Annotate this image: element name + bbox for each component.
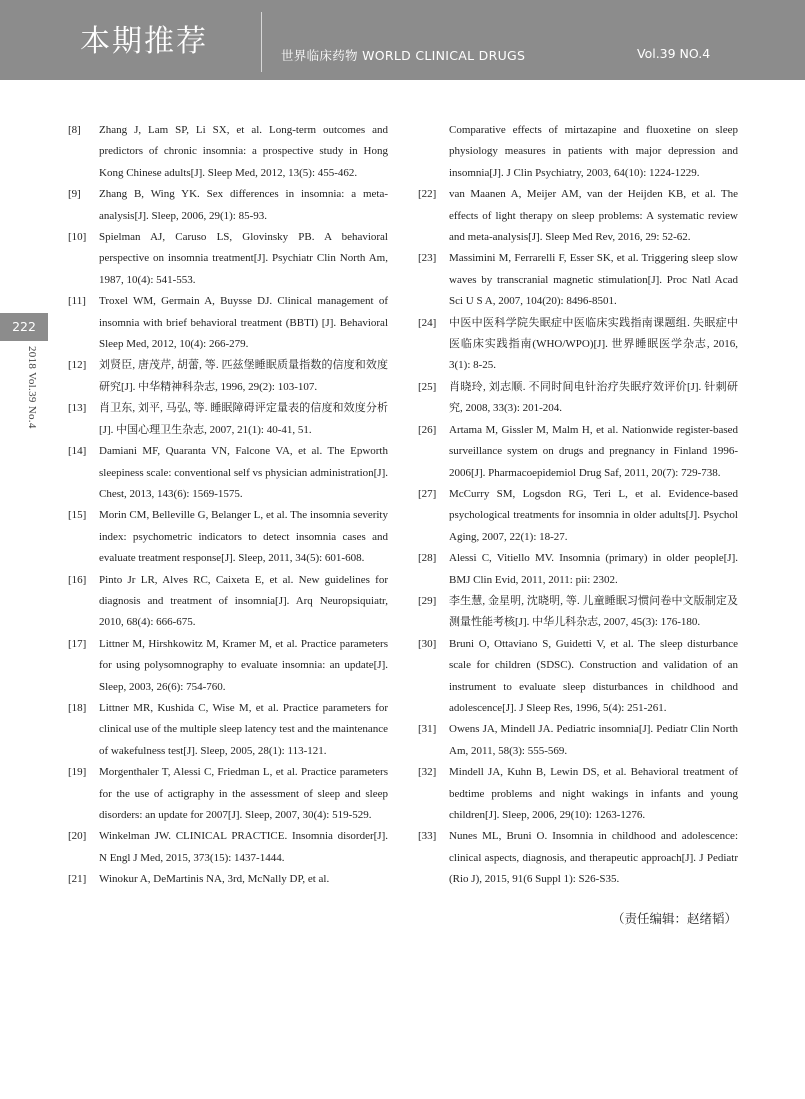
reference-number: [13] xyxy=(68,402,87,415)
reference-entry xyxy=(68,762,388,826)
reference-entry xyxy=(418,120,738,184)
reference-text: Morgenthaler T, Alessi C, Friedman L, et al. Practice parameters for the use of actigraphy in the assessment of sleep and sleep disorders: an update for 2007[J]. Sleep, 2007, 30(4): 519-529. xyxy=(99,766,388,821)
reference-text: Troxel WM, Germain A, Buysse DJ. Clinical management of insomnia with brief behavioral treatment (BBTI) [J]. Behavioral Sleep Med, 2012, 10(4): 266-279. xyxy=(99,295,388,351)
reference-entry xyxy=(68,441,388,505)
reference-entry xyxy=(418,420,738,484)
side-volume-label: 2018 Vol.39 No.4 xyxy=(26,346,38,429)
reference-text: Littner MR, Kushida C, Wise M, et al. Practice parameters for clinical use of the multiple sleep latency test and the maintenance of wakefulness test[J]. Sleep, 2005, 28(1): 113-121. xyxy=(99,701,388,757)
reference-entry xyxy=(418,634,738,720)
reference-text: Zhang B, Wing YK. Sex differences in insomnia: a meta-analysis[J]. Sleep, 2006, 29(1): 85-93. xyxy=(99,188,388,222)
reference-text: Nunes ML, Bruni O. Insomnia in childhood and adolescence: clinical aspects, diagnosis, and therapeutic approach[J]. J Pediatr (Rio J), 2015, 91(6 Suppl 1): S26-S35. xyxy=(449,830,738,886)
reference-entry xyxy=(68,505,388,569)
reference-number: [21] xyxy=(68,873,87,886)
reference-text: Spielman AJ, Caruso LS, Glovinsky PB. A behavioral perspective on insomnia treatment[J]. Psychiatr Clin North Am, 1987, 10(4): 541-553. xyxy=(99,231,388,286)
reference-number: [20] xyxy=(68,830,87,843)
reference-entry xyxy=(418,248,738,312)
reference-entry xyxy=(68,120,388,184)
reference-entry xyxy=(418,762,738,826)
reference-number: [11] xyxy=(68,295,86,308)
reference-number: [19] xyxy=(68,766,87,779)
reference-number: [29] xyxy=(418,594,437,607)
reference-number: [27] xyxy=(418,487,437,500)
reference-number: [8] xyxy=(68,124,81,136)
reference-number: [12] xyxy=(68,359,87,372)
reference-text: Alessi C, Vitiello MV. Insomnia (primary) in older people[J]. BMJ Clin Evid, 2011, 2011: pii: 2302. xyxy=(449,552,738,586)
section-title: 本期推荐 xyxy=(80,24,208,59)
reference-text: Winkelman JW. CLINICAL PRACTICE. Insomnia disorder[J]. N Engl J Med, 2015, 373(15): 1437-1444. xyxy=(99,830,388,864)
reference-text: Mindell JA, Kuhn B, Lewin DS, et al. Behavioral treatment of bedtime problems and night wakings in infants and young children[J]. Sleep, 2006, 29(10): 1263-1276. xyxy=(449,766,738,821)
reference-number: [17] xyxy=(68,637,87,650)
reference-entry xyxy=(68,398,388,441)
reference-text: 肖晓玲, 刘志顺. 不同时间电针治疗失眠疗效评价[J]. 针刺研究, 2008, 33(3): 201-204. xyxy=(449,380,738,415)
reference-text: 肖卫东, 刘平, 马弘, 等. 睡眠障碍评定量表的信度和效度分析[J]. 中国心理卫生杂志, 2007, 21(1): 40-41, 51. xyxy=(99,402,388,436)
reference-text: 中医中医科学院失眠症中医临床实践指南课题组. 失眠症中医临床实践指南(WHO/WPO)[J]. 世界睡眠医学杂志, 2016, 3(1): 8-25. xyxy=(449,316,738,372)
reference-entry xyxy=(418,184,738,248)
reference-number: [32] xyxy=(418,766,437,779)
journal-name: 世界临床药物 WORLD CLINICAL DRUGS xyxy=(281,48,526,63)
reference-number: [31] xyxy=(418,723,437,736)
reference-text: Morin CM, Belleville G, Belanger L, et al. The insomnia severity index: psychometric indicators to detect insomnia cases and evaluate treatment response[J]. Sleep, 2011, 34(5): 601-608. xyxy=(99,509,388,565)
reference-number: [25] xyxy=(418,380,437,393)
reference-text: Zhang J, Lam SP, Li SX, et al. Long-term outcomes and predictors of chronic insomnia: a prospective study in Hong Kong Chinese adults[J]. Sleep Med, 2012, 13(5): 455-462. xyxy=(99,124,388,179)
reference-number: [16] xyxy=(68,573,87,586)
reference-text: van Maanen A, Meijer AM, van der Heijden KB, et al. The effects of light therapy on sleep problems: A systematic review and meta-analysis[J]. Sleep Med Rev, 2016, 29: 52-62. xyxy=(449,188,738,244)
responsible-editor: （责任编辑：赵绪韬） xyxy=(612,911,738,926)
page-header xyxy=(0,0,805,80)
reference-number: [9] xyxy=(68,188,81,201)
reference-number: [28] xyxy=(418,552,437,565)
reference-text: McCurry SM, Logsdon RG, Teri L, et al. Evidence-based psychological treatments for insomnia in older adults[J]. Psychol Aging, 2007, 22(1): 18-27. xyxy=(449,487,738,543)
reference-text: Artama M, Gissler M, Malm H, et al. Nationwide register-based surveillance system on drugs and pregnancy in Finland 1996-2006[J]. Pharmacoepidemiol Drug Saf, 2011, 20(7): 729-738. xyxy=(449,423,738,479)
reference-entry xyxy=(418,826,738,890)
reference-number: [22] xyxy=(418,188,437,201)
reference-entry xyxy=(68,227,388,291)
reference-number: [26] xyxy=(418,423,437,436)
references-right-column xyxy=(418,120,738,891)
reference-number: [30] xyxy=(418,637,437,650)
reference-number: [23] xyxy=(418,252,437,265)
reference-entry xyxy=(68,869,388,890)
reference-entry xyxy=(418,377,738,420)
reference-text: Winokur A, DeMartinis NA, 3rd, McNally DP, et al. xyxy=(99,873,330,886)
reference-entry xyxy=(418,591,738,634)
reference-number: [24] xyxy=(418,316,437,329)
reference-number: [18] xyxy=(68,701,87,714)
reference-text: Littner M, Hirshkowitz M, Kramer M, et al. Practice parameters for using polysomnography to evaluate insomnia: an update[J]. Sleep, 2003, 26(6): 754-760. xyxy=(99,637,388,693)
reference-text: Pinto Jr LR, Alves RC, Caixeta E, et al. New guidelines for diagnosis and treatment of insomnia[J]. Arq Neuropsiquiatr, 2010, 68(4): 666-675. xyxy=(99,573,388,629)
reference-entry xyxy=(68,355,388,398)
reference-text: 刘贤臣, 唐茂芹, 胡蕾, 等. 匹兹堡睡眠质量指数的信度和效度研究[J]. 中华精神科杂志, 1996, 29(2): 103-107. xyxy=(99,359,388,393)
reference-entry xyxy=(68,634,388,698)
reference-text: Bruni O, Ottaviano S, Guidetti V, et al. The sleep disturbance scale for children (SDSC). Construction and validation of an instrument to evaluate sleep disturbances in childhood and adolescence[J]. J Sleep Res, 1996, 5(4): 251-261. xyxy=(449,637,738,714)
volume-label: Vol.39 NO.4 xyxy=(637,46,711,61)
reference-entry xyxy=(68,698,388,762)
reference-entry xyxy=(418,548,738,591)
reference-entry xyxy=(68,291,388,355)
reference-text: 李生慧, 金星明, 沈晓明, 等. 儿童睡眠习惯问卷中文版制定及测量性能考核[J]. 中华儿科杂志, 2007, 45(3): 176-180. xyxy=(449,594,738,629)
reference-text: Massimini M, Ferrarelli F, Esser SK, et al. Triggering sleep slow waves by transcranial magnetic stimulation[J]. Proc Natl Acad Sci U S A, 2007, 104(20): 8496-8501. xyxy=(449,252,738,308)
reference-text: Comparative effects of mirtazapine and fluoxetine on sleep physiology measures in patients with major depression and insomnia[J]. J Clin Psychiatry, 2003, 64(10): 1224-1229. xyxy=(449,124,738,179)
reference-entry xyxy=(418,313,738,377)
reference-entry xyxy=(418,719,738,762)
reference-number: [33] xyxy=(418,830,437,843)
reference-entry xyxy=(418,484,738,548)
header-divider xyxy=(261,12,262,72)
references-left-column xyxy=(68,120,388,891)
reference-text: Owens JA, Mindell JA. Pediatric insomnia[J]. Pediatr Clin North Am, 2011, 58(3): 555-569. xyxy=(449,723,738,757)
reference-entry xyxy=(68,570,388,634)
reference-entry xyxy=(68,826,388,869)
reference-text: Damiani MF, Quaranta VN, Falcone VA, et al. The Epworth sleepiness scale: conventional self vs physician administration[J]. Chest, 2013, 143(6): 1569-1575. xyxy=(99,445,388,500)
reference-entry xyxy=(68,184,388,227)
reference-number: [14] xyxy=(68,445,87,458)
page-number: 222 xyxy=(12,319,36,334)
reference-number: [15] xyxy=(68,509,87,522)
reference-number: [10] xyxy=(68,231,87,244)
